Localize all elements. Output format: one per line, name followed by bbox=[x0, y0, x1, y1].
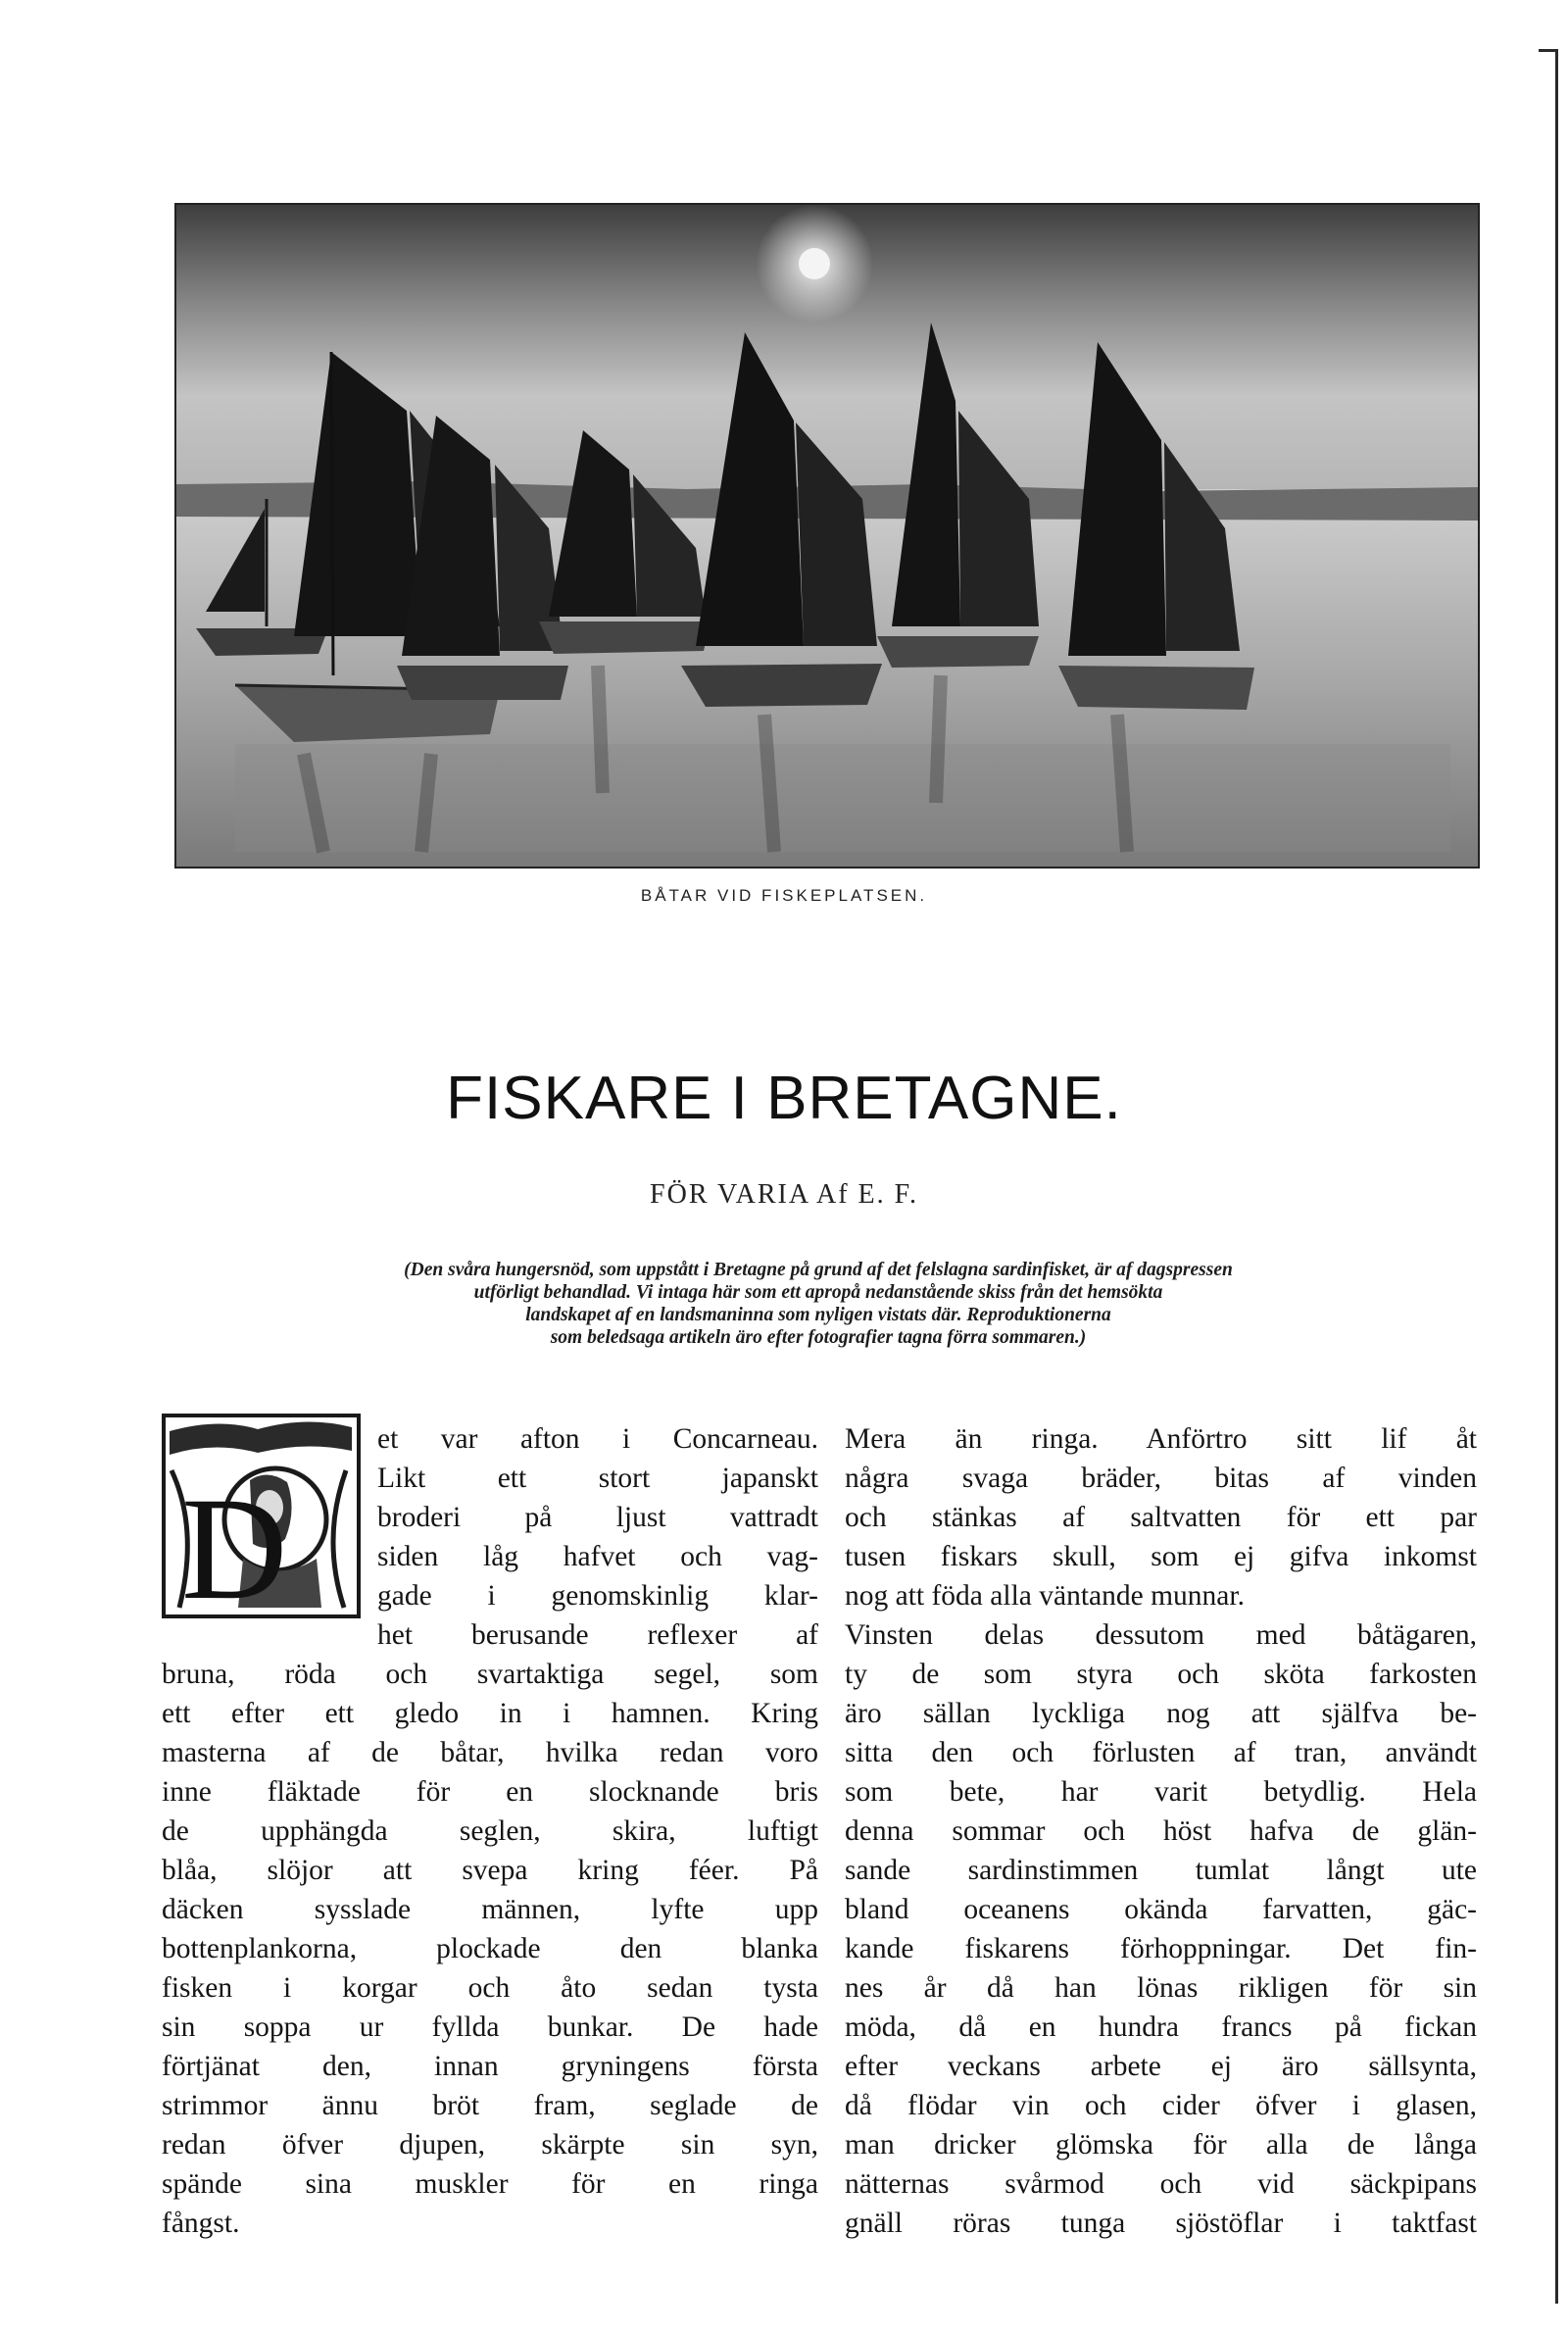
text-line: nog att föda alla väntande munnar. bbox=[845, 1580, 1245, 1612]
text-line: sin soppa ur fyllda bunkar. De hade bbox=[162, 2011, 818, 2043]
text-line: denna sommar och höst hafva de glän- bbox=[845, 1815, 1477, 1847]
intro-line: utförligt behandlad. Vi intaga här som ett apropå nedanstående skiss från det hemsökta bbox=[473, 1282, 1163, 1303]
text-line: Vinsten delas dessutom med båtägaren, bbox=[845, 1619, 1477, 1651]
text-line: som bete, har varit betydlig. Hela bbox=[845, 1776, 1477, 1808]
intro-line: som beledsaga artikeln äro efter fotografier tagna förra sommaren.) bbox=[550, 1327, 1087, 1348]
text-line: äro sällan lyckliga nog att själfva be- bbox=[845, 1698, 1477, 1729]
text-line: broderi på ljust vattradt bbox=[377, 1502, 818, 1533]
text-line: gnäll röras tunga sjöstöflar i taktfast bbox=[845, 2208, 1477, 2239]
article-title: FISKARE I BRETAGNE. bbox=[446, 1065, 1122, 1132]
editorial-intro bbox=[167, 1259, 1470, 1349]
text-line: inne fläktade för en slocknande bris bbox=[162, 1776, 818, 1808]
intro-line: (Den svåra hungersnöd, som uppstått i Bretagne på grund af det felslagna sardinfisket, är af dagspressen bbox=[404, 1260, 1233, 1280]
text-line: siden låg hafvet och vag- bbox=[377, 1541, 818, 1572]
text-line: et var afton i Concarneau. bbox=[377, 1423, 818, 1455]
intro-line: landskapet af en landsmaninna som nyligen vistats där. Reproduktionerna bbox=[525, 1305, 1111, 1325]
text-line: fisken i korgar och åto sedan tysta bbox=[162, 1972, 818, 2004]
text-line: sitta den och förlusten af tran, användt bbox=[845, 1737, 1477, 1768]
text-line: man dricker glömska för alla de långa bbox=[845, 2129, 1477, 2160]
text-line: ett efter ett gledo in i hamnen. Kring bbox=[162, 1698, 818, 1729]
page-edge-rule bbox=[1555, 49, 1558, 2304]
text-line: bland oceanens okända farvatten, gäc- bbox=[845, 1894, 1477, 1925]
text-line: sande sardinstimmen tumlat långt ute bbox=[845, 1855, 1477, 1886]
dropcap-ornament bbox=[160, 1412, 363, 1620]
text-line: de upphängda seglen, skira, luftigt bbox=[162, 1815, 818, 1847]
text-line: bottenplankorna, plockade den blanka bbox=[162, 1933, 818, 1964]
text-line: nes år då han lönas rikligen för sin bbox=[845, 1972, 1477, 2004]
article-byline: FÖR VARIA Af E. F. bbox=[650, 1179, 918, 1210]
text-line: blåa, slöjor att svepa kring féer. På bbox=[162, 1855, 818, 1886]
dropcap-letter: D bbox=[181, 1467, 288, 1620]
text-line: redan öfver djupen, skärpte sin syn, bbox=[162, 2129, 818, 2160]
sailboats-illustration bbox=[176, 205, 1478, 867]
text-line: bruna, röda och svartaktiga segel, som bbox=[162, 1659, 818, 1690]
text-line: masterna af de båtar, hvilka redan voro bbox=[162, 1737, 818, 1768]
ornamental-dropcap bbox=[160, 1412, 363, 1620]
text-line: fångst. bbox=[162, 2208, 240, 2239]
text-line: förtjänat den, innan gryningens första bbox=[162, 2051, 818, 2082]
text-line: möda, då en hundra francs på fickan bbox=[845, 2011, 1477, 2043]
text-line: kande fiskarens förhoppningar. Det fin- bbox=[845, 1933, 1477, 1964]
text-line: spände sina muskler för en ringa bbox=[162, 2168, 818, 2200]
text-line: efter veckans arbete ej äro sällsynta, bbox=[845, 2051, 1477, 2082]
text-line: strimmor ännu bröt fram, seglade de bbox=[162, 2090, 818, 2121]
text-line: däcken sysslade männen, lyfte upp bbox=[162, 1894, 818, 1925]
photo-caption: BÅTAR VID FISKEPLATSEN. bbox=[640, 886, 928, 905]
text-line: gade i genomskinlig klar- bbox=[377, 1580, 818, 1612]
text-line: då flödar vin och cider öfver i glasen, bbox=[845, 2090, 1477, 2121]
text-line: Likt ett stort japanskt bbox=[377, 1463, 818, 1494]
text-line: Mera än ringa. Anförtro sitt lif åt bbox=[845, 1423, 1477, 1455]
sailboats-photograph bbox=[174, 203, 1480, 869]
text-line: ty de som styra och sköta farkosten bbox=[845, 1659, 1477, 1690]
text-line: het berusande reflexer af bbox=[377, 1619, 818, 1651]
page-edge-tick bbox=[1539, 49, 1556, 52]
text-line: några svaga bräder, bitas af vinden bbox=[845, 1463, 1477, 1494]
text-line: nätternas svårmod och vid säckpipans bbox=[845, 2168, 1477, 2200]
text-line: och stänkas af saltvatten för ett par bbox=[845, 1502, 1477, 1533]
text-line: tusen fiskars skull, som ej gifva inkomst bbox=[845, 1541, 1477, 1572]
